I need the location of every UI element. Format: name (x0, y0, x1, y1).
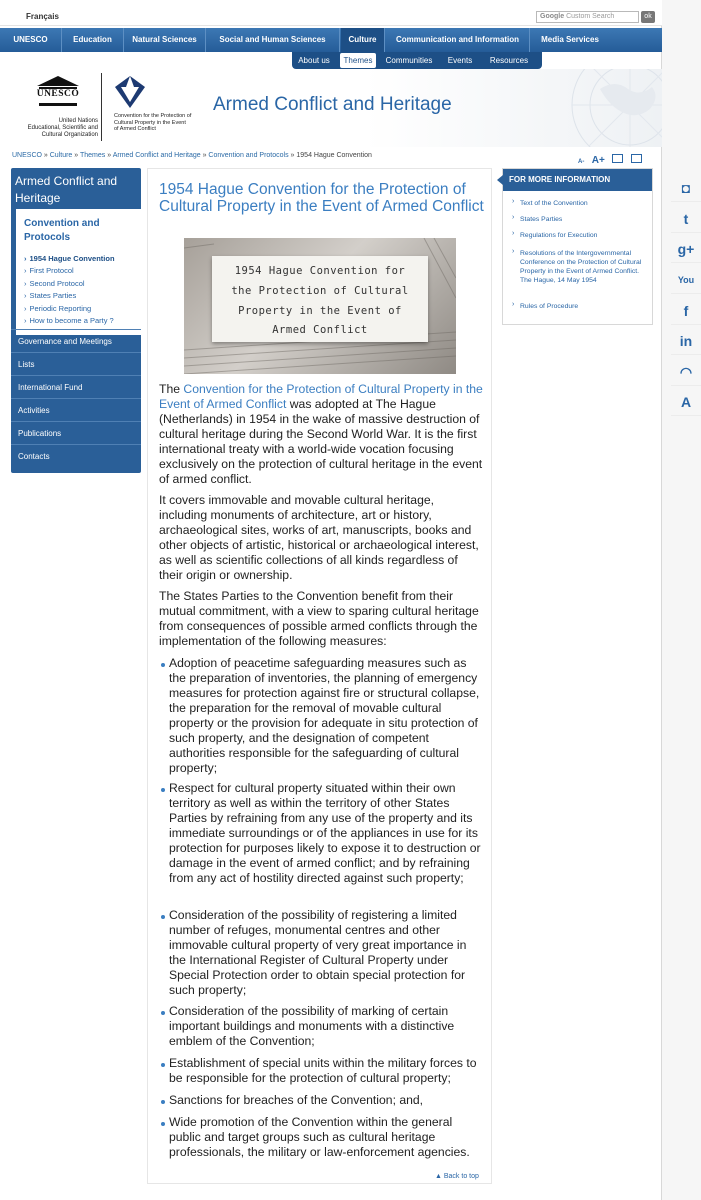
left-nav-item-contacts[interactable]: Contacts (11, 444, 141, 467)
chevron-right-icon: › (512, 230, 515, 237)
search-button[interactable]: ok (641, 11, 655, 23)
rss-glyph: ◠ (679, 364, 693, 380)
chevron-right-icon: › (512, 248, 515, 255)
measure-item: Respect for cultural property situated within their own territory as well as within the territory of other States Parties by refraining from any use of the property and its immediate surroundings or of the appliances in use for its protection for purposes likely to expose it to destruction or damage in the event of armed conflict; and by refraining from any act of hostility directed against such property; (169, 781, 481, 885)
convention-label (114, 113, 209, 133)
chevron-right-icon: › (512, 198, 515, 205)
app-icon[interactable] (671, 388, 701, 416)
hero-image (184, 238, 456, 374)
hero-line-1: 1954 Hague Convention for (234, 265, 406, 277)
nav-item-natural-sciences[interactable]: Natural Sciences (124, 28, 206, 52)
header-map-art (480, 69, 662, 147)
twitter-glyph: t (683, 211, 689, 227)
search-input[interactable] (536, 11, 639, 23)
up-arrow-icon: ▲ (435, 1173, 444, 1180)
linkedin-icon[interactable] (671, 327, 701, 355)
nav-item-culture[interactable]: Culture (341, 28, 385, 52)
left-nav-subitem-become-party[interactable]: › How to become a Party ? (24, 316, 114, 325)
nav-item-social-human-sciences[interactable]: Social and Human Sciences (206, 28, 340, 52)
left-nav-subsection-title[interactable]: Convention and Protocols (24, 218, 100, 243)
left-nav-item-governance[interactable]: Governance and Meetings (11, 329, 141, 352)
breadcrumb-separator: » (200, 152, 209, 159)
hero-line-2: the Protection of Cultural (231, 285, 409, 297)
breadcrumb-themes[interactable]: Themes (79, 152, 106, 159)
left-nav-subitem-states-parties[interactable]: › States Parties (24, 291, 76, 300)
org-name-line2: Educational, Scientific and (27, 125, 98, 131)
breadcrumb-unesco[interactable]: UNESCO (12, 152, 42, 159)
facebook-glyph: f (683, 303, 689, 319)
left-nav-item-activities[interactable]: Activities (11, 398, 141, 421)
bullet-icon (161, 1063, 165, 1067)
bullet-icon (161, 663, 165, 667)
bullet-icon (161, 788, 165, 792)
measure-item: Sanctions for breaches of the Convention; and, (169, 1093, 424, 1107)
hero-line-3: Property in the Event of (238, 305, 402, 317)
breadcrumb-current: 1954 Hague Convention (296, 152, 372, 159)
sub-nav (292, 52, 542, 69)
youtube-glyph: You (677, 275, 695, 285)
bullet-icon (161, 1122, 165, 1126)
page-title: 1954 Hague Convention for the Protection of Cultural Property in the Event of Armed Conflict (159, 181, 484, 215)
more-info-link[interactable]: Text of the Convention (520, 200, 588, 207)
left-nav (11, 168, 141, 473)
org-name-line3: Cultural Organization (41, 132, 98, 138)
left-nav-item-international-fund[interactable]: International Fund (11, 375, 141, 398)
site-title[interactable]: Armed Conflict and Heritage (213, 94, 452, 115)
print-icon[interactable] (631, 154, 642, 163)
search-placeholder: Custom Search (566, 13, 615, 20)
subnav-communities[interactable]: Communities (385, 56, 433, 65)
page-tools (578, 150, 661, 166)
left-nav-item-publications[interactable]: Publications (11, 421, 141, 444)
back-to-top-label: Back to top (443, 1173, 479, 1180)
measure-item: Adoption of peacetime safeguarding measures such as the preparation of inventories, the planning of emergency measures for protection against fire or structural collapse, the preparation for the removal of movable cultural property or the provision for adequate in situ protection of such property, and the designation of competent authorities responsible for the safeguarding of cultural property; (169, 656, 480, 775)
rss-icon[interactable] (671, 358, 701, 386)
site-header (0, 69, 662, 147)
left-nav-subitem-first-protocol[interactable]: › First Protocol (24, 266, 74, 275)
google-plus-glyph: g+ (677, 241, 695, 257)
measures-paragraph: The States Parties to the Convention benefit from their mutual commitment, with a view to sparing cultural heritage from consequences of possible armed conflicts through the implementation of the following measures: (159, 589, 479, 648)
more-info-panel (502, 168, 653, 325)
youtube-icon[interactable] (671, 266, 701, 294)
main-nav (0, 28, 662, 52)
intro-rest: was adopted at The Hague (Netherlands) in 1954 in the wake of massive destruction of cultural heritage during the Second World War. It is the first international treaty with a world-wide vocation focusing exclusively on the protection of cultural heritage in the event of armed conflict. (159, 397, 483, 486)
decrease-font-button[interactable]: A- (578, 159, 585, 165)
measure-item: Wide promotion of the Convention within the general public and target groups such as cultural heritage professionals, the military or law-enforcement agencies. (169, 1115, 470, 1159)
breadcrumb-culture[interactable]: Culture (49, 152, 73, 159)
org-name-line1: United Nations (58, 118, 98, 124)
convention-link[interactable]: Convention for the Protection of Cultural Property in the Event of Armed Conflict (159, 382, 483, 411)
bullet-icon (161, 1011, 165, 1015)
social-sidebar (669, 170, 701, 420)
hero-title-card (212, 256, 428, 342)
unesco-logo[interactable] (14, 75, 100, 147)
instagram-glyph: ◘ (681, 180, 691, 196)
subnav-resources[interactable]: Resources (489, 56, 529, 65)
unesco-wordmark: UNESCO (36, 89, 80, 99)
app-glyph: A (680, 394, 692, 410)
more-info-title: FOR MORE INFORMATION (503, 169, 652, 191)
breadcrumb-separator: » (288, 152, 297, 159)
left-nav-subitem-periodic-reporting[interactable]: › Periodic Reporting (24, 304, 91, 313)
convention-label-line1: Convention for the Protection of (114, 113, 192, 119)
breadcrumb-separator: » (41, 152, 50, 159)
hero-line-4: Armed Conflict (272, 324, 368, 336)
left-nav-item-lists[interactable]: Lists (11, 352, 141, 375)
measure-item: Establishment of special units within the military forces to be responsible for the protection of cultural property; (169, 1056, 477, 1085)
blue-shield-emblem-icon (114, 75, 146, 109)
more-info-link[interactable]: States Parties (520, 216, 563, 223)
chevron-right-icon: › (512, 301, 515, 308)
facebook-icon[interactable] (671, 297, 701, 325)
bullet-icon (161, 1100, 165, 1104)
breadcrumb (12, 152, 372, 159)
language-link[interactable]: Français (26, 12, 59, 21)
subnav-about-us[interactable]: About us (298, 56, 330, 65)
google-plus-icon[interactable] (671, 235, 701, 263)
linkedin-glyph: in (679, 333, 693, 349)
measure-item: Consideration of the possibility of marking of certain important buildings and monuments with a distinctive emblem of the Convention; (169, 1004, 455, 1048)
breadcrumb-convention-protocols[interactable]: Convention and Protocols (208, 152, 289, 159)
nav-item-communication-information[interactable]: Communication and Information (386, 28, 530, 52)
nav-item-media-services[interactable]: Media Services (541, 35, 599, 44)
left-nav-subitem-1954-hague[interactable]: › 1954 Hague Convention (24, 254, 115, 263)
top-bar (0, 0, 662, 26)
intro-prefix: The (159, 382, 184, 396)
breadcrumb-armed-conflict[interactable]: Armed Conflict and Heritage (112, 152, 201, 159)
convention-label-line3: of Armed Conflict (114, 126, 156, 132)
breadcrumb-separator: » (105, 152, 113, 159)
more-info-link[interactable]: Rules of Procedure (520, 303, 579, 310)
scope-paragraph: It covers immovable and movable cultural heritage, including monuments of architecture, art or history, archaeological sites, works of art, manuscripts, books and other objects of artistic, historical or archaeological interest, as well as scientific collections of all kinds regardless of their origin or ownership. (159, 493, 479, 582)
bullet-icon (161, 915, 165, 919)
left-nav-title[interactable]: Armed Conflict and Heritage (15, 174, 118, 205)
nav-item-education[interactable]: Education (62, 28, 124, 52)
breadcrumb-separator: » (72, 152, 80, 159)
convention-label-line2: Cultural Property in the Event (114, 119, 186, 126)
more-info-link[interactable]: Regulations for Execution (520, 232, 598, 239)
instagram-icon[interactable] (671, 174, 701, 202)
increase-font-button[interactable]: A+ (591, 155, 605, 166)
main-content (147, 168, 492, 1184)
measure-item: Consideration of the possibility of registering a limited number of refuges, monumental centres and other immovable cultural property of very great importance in the International Register of Cultural Property under Special Protection order to obtain special protection for such property; (169, 908, 467, 997)
subnav-themes[interactable]: Themes (340, 53, 376, 68)
back-to-top-link[interactable] (435, 1173, 479, 1180)
twitter-icon[interactable] (671, 205, 701, 233)
more-info-link[interactable]: Resolutions of the Intergovernmental Conference on the Protection of Cultural Property in the Event of Armed Conflict. The Hague, 14 May 1954 (520, 250, 642, 284)
left-nav-subsection (16, 209, 147, 335)
intro-paragraph (159, 382, 484, 487)
nav-item-unesco[interactable]: UNESCO (0, 28, 62, 52)
subnav-events[interactable]: Events (447, 56, 473, 65)
logo-divider (101, 73, 102, 141)
left-nav-subitem-second-protocol[interactable]: › Second Protocol (24, 279, 85, 288)
chevron-right-icon: › (512, 214, 515, 221)
search-brand: Google (540, 13, 565, 20)
share-icon[interactable] (612, 154, 623, 163)
